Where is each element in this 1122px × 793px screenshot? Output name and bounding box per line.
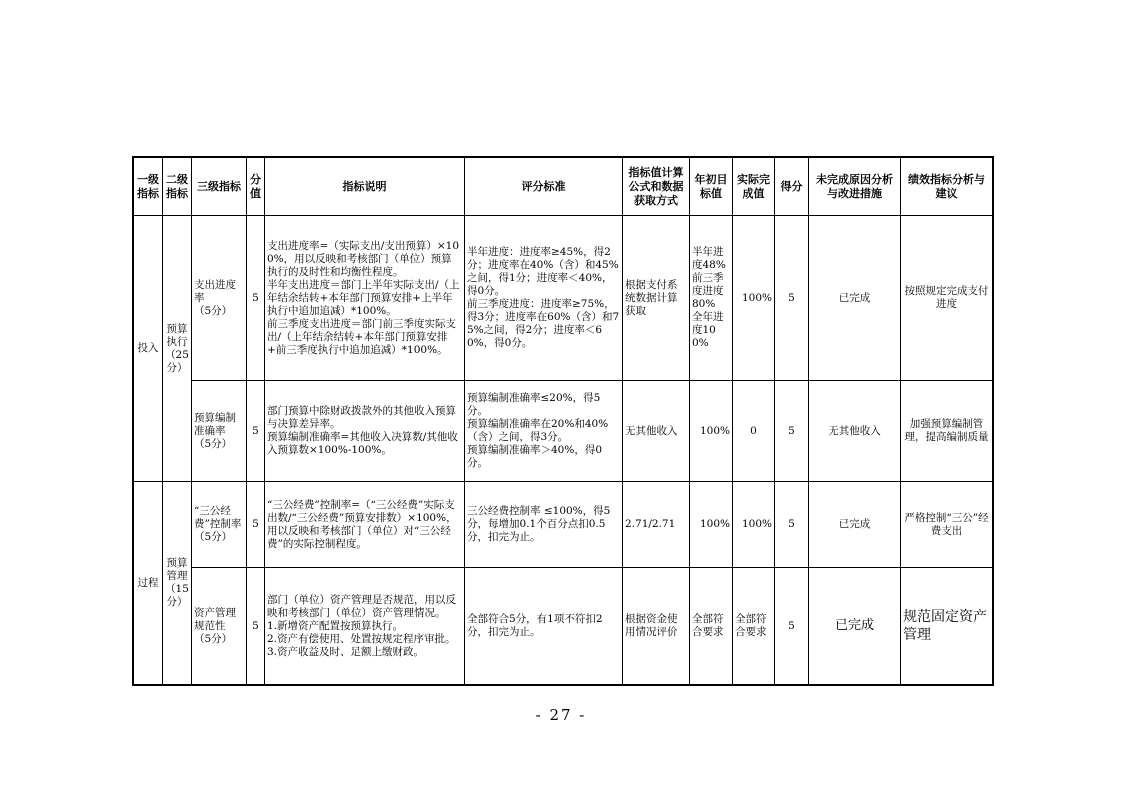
description-cell: 部门（单位）资产管理是否规范，用以反映和考核部门（单位）资产管理情况。 1.新增资产配置按预算执行。 2.资产有偿使用、处置按规定程序审批。 3.资产收益及时、足额上缴财政。 (265, 568, 465, 685)
level3-cell: 资产管理规范性 （5分） (192, 568, 247, 685)
table-row (134, 216, 993, 381)
reason-cell: 已完成 (809, 568, 901, 685)
header-level3: 三级指标 (192, 158, 247, 216)
reason-cell: 无其他收入 (809, 381, 901, 482)
analysis-cell: 规范固定资产管理 (901, 568, 993, 685)
formula-cell: 无其他收入 (623, 381, 690, 482)
table-row (134, 381, 993, 482)
analysis-cell: 严格控制“三公”经费支出 (901, 482, 993, 568)
header-formula: 指标值计算公式和数据获取方式 (623, 158, 690, 216)
level3-cell: 预算编制准确率 （5分） (192, 381, 247, 482)
performance-table (133, 157, 993, 685)
header-score: 得分 (775, 158, 809, 216)
score-value-cell: 5 (247, 568, 265, 685)
description-cell: 部门预算中除财政拨款外的其他收入预算与决算差异率。 预算编制准确率=其他收入决算数/其他收入预算数×100%-100%。 (265, 381, 465, 482)
score-cell: 5 (775, 568, 809, 685)
page-number: - 27 - (535, 706, 587, 724)
score-value-cell: 5 (247, 482, 265, 568)
table-row (134, 568, 993, 685)
header-target: 年初目标值 (690, 158, 733, 216)
formula-cell: 根据资金使用情况评价 (623, 568, 690, 685)
actual-cell: 0 (733, 381, 775, 482)
actual-cell: 100% (733, 216, 775, 381)
description-cell: “三公经费”控制率=（“三公经费”实际支出数/“三公经费”预算安排数）×100%，用以反映和考核部门（单位）对“三公经费”的实际控制程度。 (265, 482, 465, 568)
table-row (134, 482, 993, 568)
header-analysis: 绩效指标分析与建议 (901, 158, 993, 216)
score-cell: 5 (775, 381, 809, 482)
reason-cell: 已完成 (809, 482, 901, 568)
target-cell: 全部符合要求 (690, 568, 733, 685)
criteria-cell: 全部符合5分，有1项不符扣2分，扣完为止。 (465, 568, 623, 685)
target-cell: 100% (690, 381, 733, 482)
formula-cell: 2.71/2.71 (623, 482, 690, 568)
level2-budget-mgmt: 预算管理（15分） (163, 482, 192, 685)
criteria-cell: 半年进度：进度率≥45%，得2分；进度率在40%（含）和45%之间，得1分；进度率＜40%，得0分。 前三季度进度：进度率≥75%，得3分；进度率在60%（含）和75%之间，得2分；进度率＜60%，得0分。 (465, 216, 623, 381)
header-level2: 二级指标 (163, 158, 192, 216)
score-cell: 5 (775, 216, 809, 381)
header-description: 指标说明 (265, 158, 465, 216)
level1-process: 过程 (134, 482, 163, 685)
reason-cell: 已完成 (809, 216, 901, 381)
analysis-cell: 加强预算编制管理，提高编制质量 (901, 381, 993, 482)
score-value-cell: 5 (247, 381, 265, 482)
header-criteria: 评分标准 (465, 158, 623, 216)
header-level1: 一级指标 (134, 158, 163, 216)
actual-cell: 100% (733, 482, 775, 568)
header-score-value: 分值 (247, 158, 265, 216)
description-cell: 支出进度率=（实际支出/支出预算）×100%，用以反映和考核部门（单位）预算执行的及时性和均衡性程度。 半年支出进度＝部门上半年实际支出/（上年结余结转+本年部门预算安排+上半年执行中追加追减）*100%。 前三季度支出进度＝部门前三季度实际支出/（上年结余结转+本年部门预算安排+前三季度执行中追加追减）*100%。 (265, 216, 465, 381)
header-actual: 实际完成值 (733, 158, 775, 216)
level2-budget-exec: 预算执行（25分） (163, 216, 192, 482)
criteria-cell: 三公经费控制率 ≤100%，得5分，每增加0.1个百分点扣0.5分，扣完为止。 (465, 482, 623, 568)
formula-cell: 根据支付系统数据计算获取 (623, 216, 690, 381)
target-cell: 100% (690, 482, 733, 568)
header-row (134, 158, 993, 216)
level1-input: 投入 (134, 216, 163, 482)
criteria-cell: 预算编制准确率≤20%，得5分。 预算编制准确率在20%和40%（含）之间，得3分。 预算编制准确率＞40%，得0分。 (465, 381, 623, 482)
level3-cell: “三公经费”控制率 （5分） (192, 482, 247, 568)
target-cell: 半年进度48% 前三季度进度80% 全年进度100% (690, 216, 733, 381)
analysis-cell: 按照规定完成支付进度 (901, 216, 993, 381)
level3-cell: 支出进度率 （5分） (192, 216, 247, 381)
score-value-cell: 5 (247, 216, 265, 381)
header-reason: 未完成原因分析与改进措施 (809, 158, 901, 216)
actual-cell: 全部符合要求 (733, 568, 775, 685)
score-cell: 5 (775, 482, 809, 568)
